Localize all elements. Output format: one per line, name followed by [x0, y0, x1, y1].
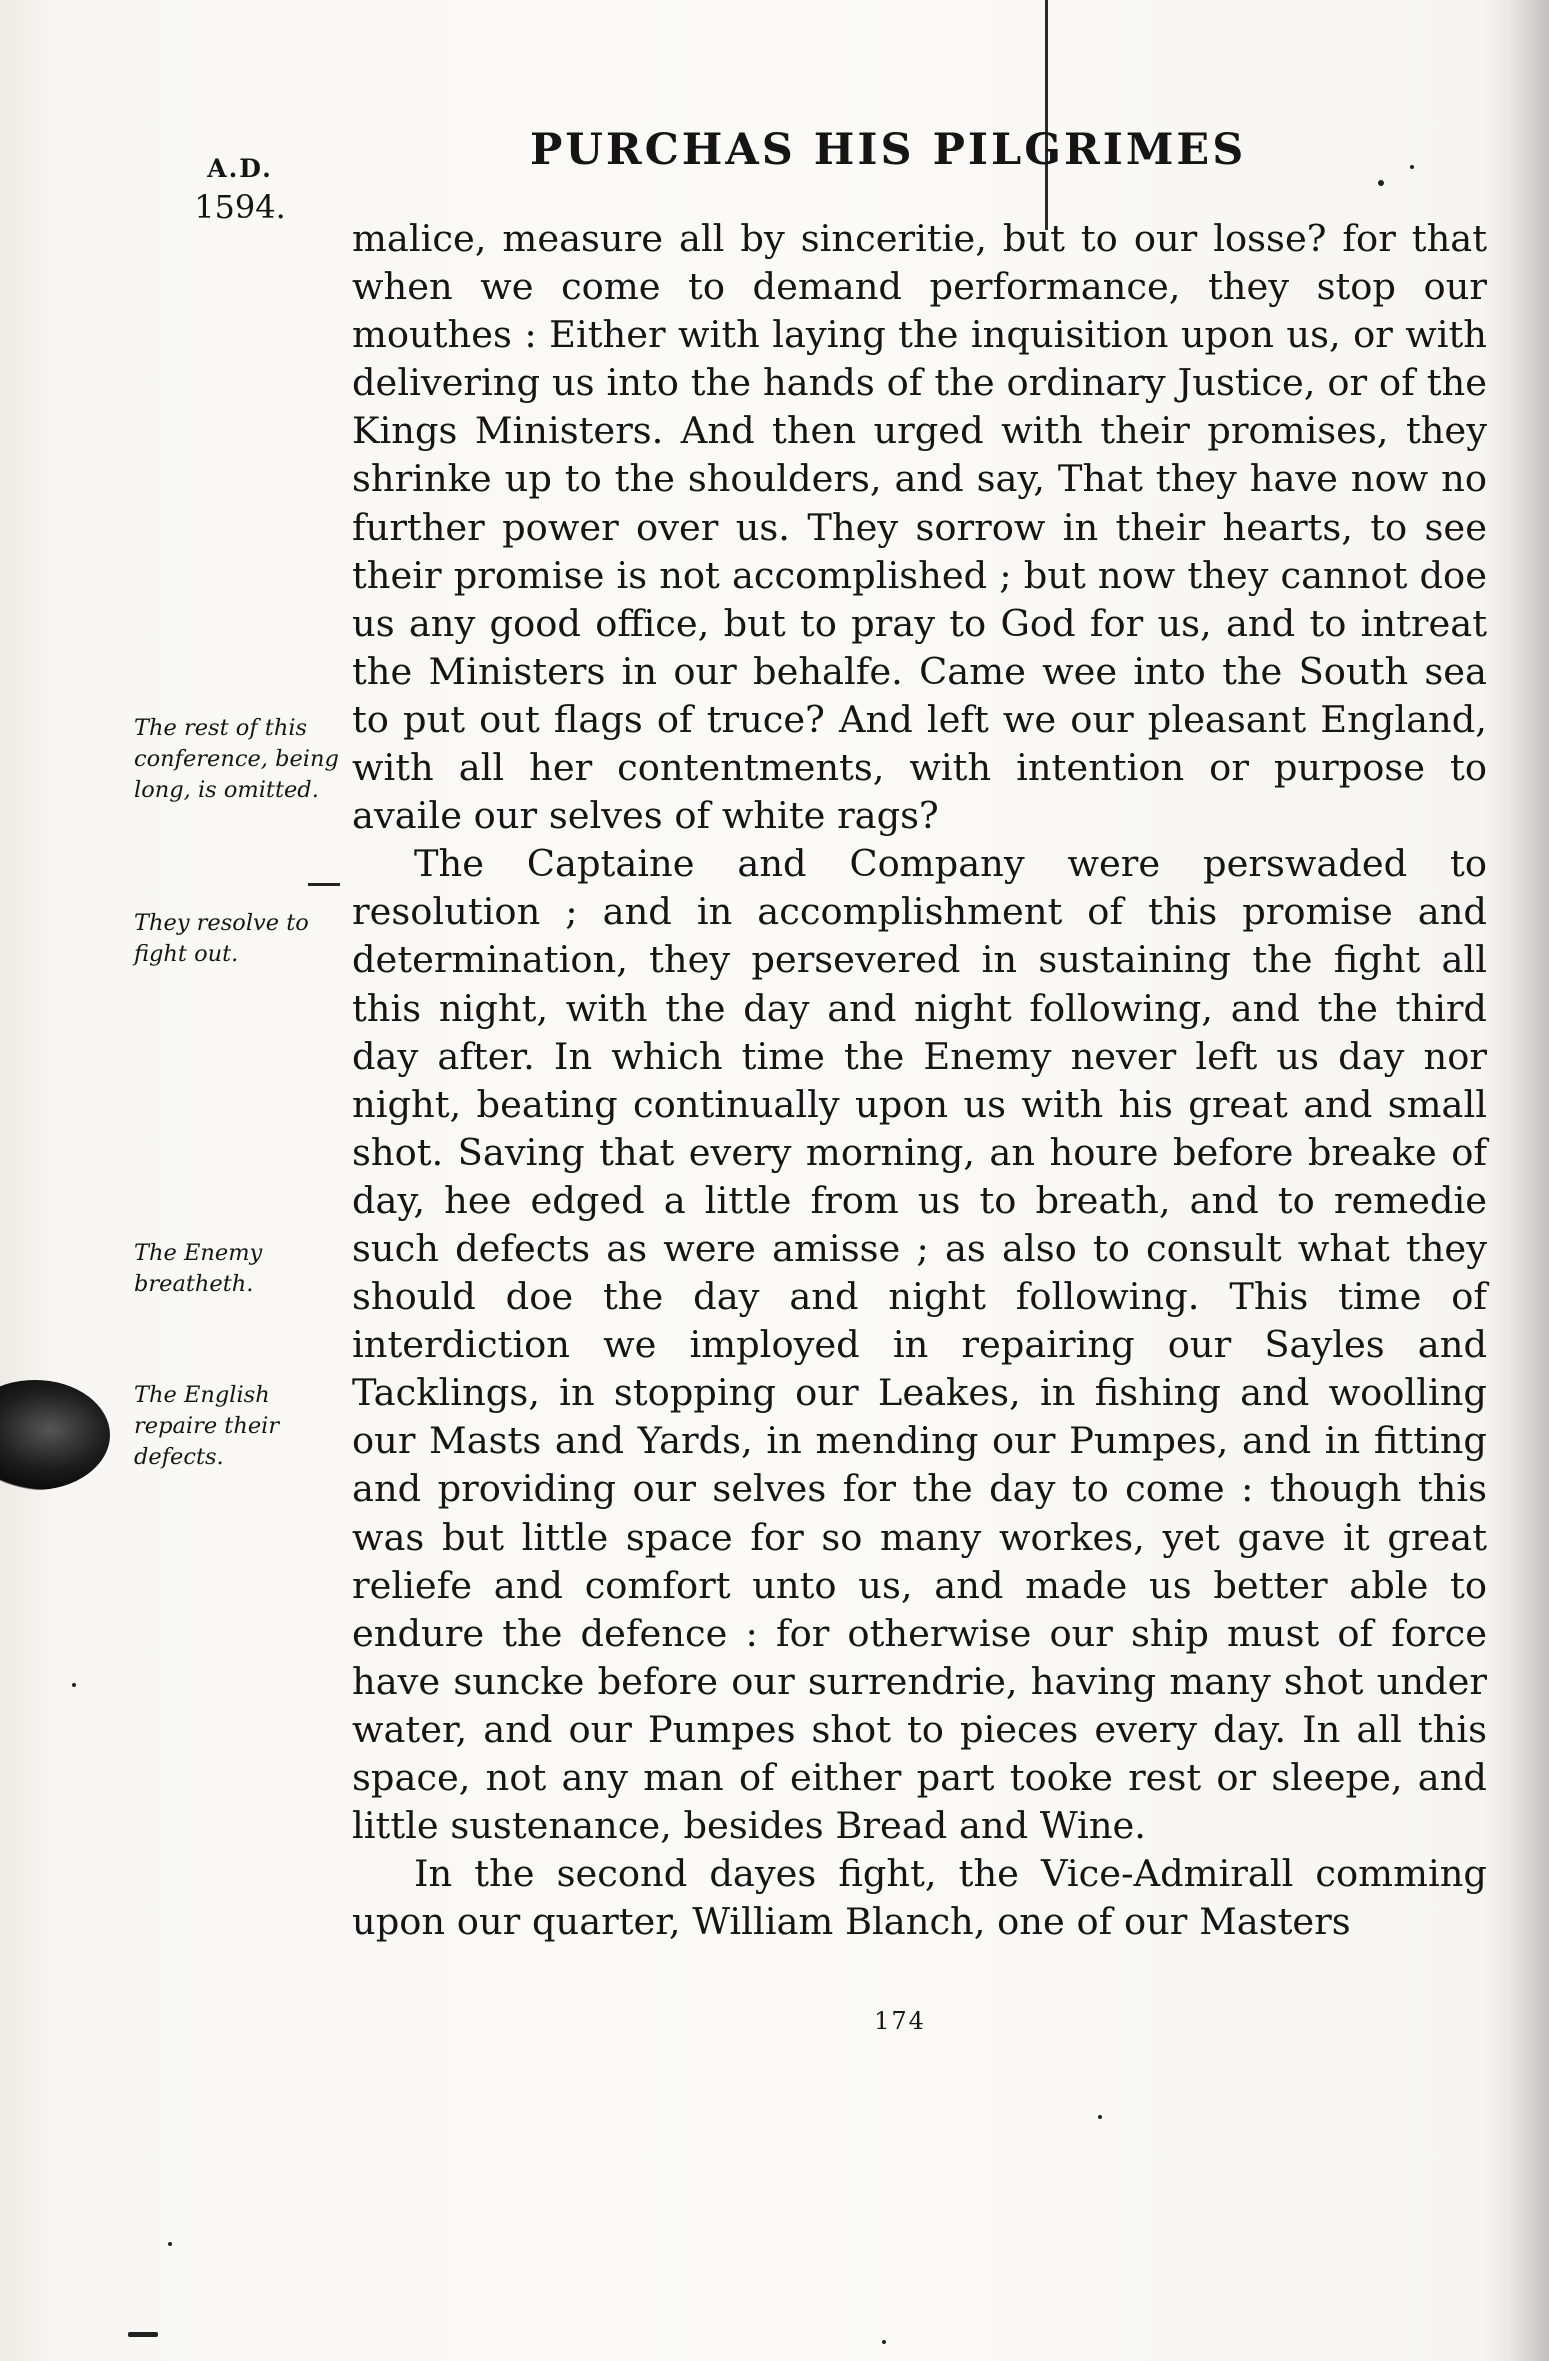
sidenote-dash — [308, 883, 340, 886]
running-title: PURCHAS HIS PILGRIMES — [530, 125, 1247, 175]
gutter-shadow — [1509, 0, 1549, 2361]
ink-speck — [168, 2242, 172, 2246]
paragraph-3: In the second dayes fight, the Vice-Admirall comming upon our quarter, William Blanch, one of our Masters — [352, 1852, 1487, 1944]
sidenote-resolve-fight: They resolve to fight out. — [134, 910, 309, 967]
sidenote-english-repaire: The English repaire their defects. — [134, 1382, 280, 1470]
ink-smudge — [128, 2332, 158, 2337]
ink-speck — [1098, 2115, 1102, 2119]
main-text — [352, 215, 1487, 1946]
year-label: A.D. — [207, 154, 273, 183]
ink-speck — [882, 2340, 886, 2344]
paragraph-1: malice, measure all by sinceritie, but to our losse? for that when we come to demand performance, they stop our mouthes : Either with laying the inquisition upon us, or with delivering us into the hands of the ordinary Justice, or of the Kings Ministers. And then urged with their promises, they shrinke up to the shoulders, and say, That they have now no further power over us. They sorrow in their hearts, to see their promise is not accomplished ; but now they cannot doe us any good office, but to pray to God for us, and to intreat the Ministers in our behalfe. Came wee into the South sea to put out flags of truce? And left we our pleasant England, with all her contentments, with intention or purpose to availe our selves of white rags? — [352, 217, 1487, 838]
ink-speck — [1378, 180, 1384, 186]
page-number: 174 — [874, 2007, 926, 2035]
sidenote-conference-omitted: The rest of this conference, being long, is omitted. — [134, 715, 339, 803]
page-crease-mark — [1045, 0, 1048, 230]
margin-date — [160, 152, 320, 229]
sidenote-enemy-breatheth: The Enemy breatheth. — [134, 1240, 263, 1297]
paragraph-2: The Captaine and Company were perswaded to resolution ; and in accomplishment of this promise and determination, they persevered in sustaining the fight all this night, with the day and night following, and the third day after. In which time the Enemy never left us day nor night, beating continually upon us with his great and small shot. Saving that every morning, an houre before breake of day, hee edged a little from us to breath, and to remedie such defects as were amisse ; as also to consult what they should doe the day and night following. This time of interdiction we imployed in repairing our Sayles and Tacklings, in stopping our Leakes, in fishing and woolling our Masts and Yards, in mending our Pumpes, and in fitting and providing our selves for the day to come : though this was but little space for so many workes, yet gave it great reliefe and comfort unto us, and made us better able to endure the defence : for otherwise our ship must of force have suncke before our surrendrie, having many shot under water, and our Pumpes shot to pieces every day. In all this space, not any man of either part tooke rest or sleepe, and little sustenance, besides Bread and Wine. — [352, 842, 1487, 1848]
ink-speck — [72, 1683, 76, 1687]
ink-speck — [1410, 165, 1414, 169]
year-value: 1594. — [194, 187, 286, 226]
thumb-shadow — [0, 1380, 110, 1490]
